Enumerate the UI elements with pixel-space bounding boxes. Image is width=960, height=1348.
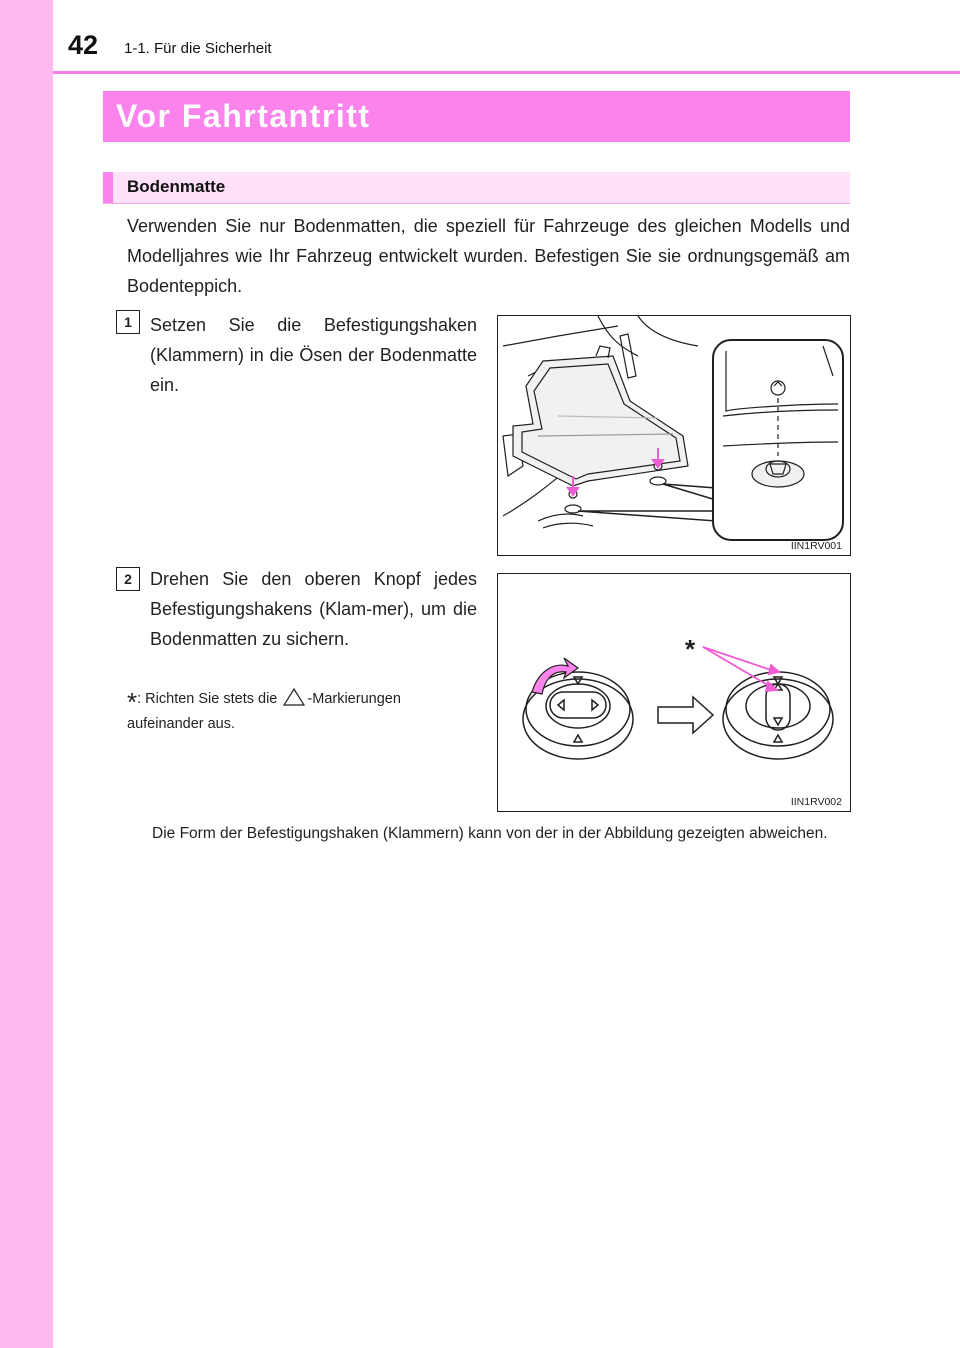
step-2-number: 2 [116, 567, 140, 591]
section-title: Vor Fahrtantritt [116, 98, 371, 134]
step-1-number: 1 [116, 310, 140, 334]
subsection-heading [103, 172, 850, 204]
footnote-text-before: : Richten Sie stets die [137, 691, 278, 707]
footnote [127, 688, 477, 735]
intro-paragraph: Verwenden Sie nur Bodenmatten, die speziell für Fahrzeuge des gleichen Modells und Modelljahres wie Ihr Fahrzeug entwickelt wurden. Befestigen Sie sie ordnungsgemäß am Bodenteppich. [127, 216, 850, 296]
running-head: 1-1. Für die Sicherheit [124, 40, 272, 57]
header-rule [53, 71, 960, 74]
figure-floor-mat-hooks [497, 315, 851, 556]
triangle-mark-icon [283, 688, 305, 713]
svg-text:*: * [685, 634, 696, 664]
left-margin-band [0, 0, 53, 1348]
knob-rotation-illustration [498, 574, 850, 811]
footnote-marker: * [127, 687, 138, 717]
figure-turning-knob [497, 573, 851, 812]
step-2-text: Drehen Sie den oberen Knopf jedes Befestigungshakens (Klam-mer), um die Bodenmatten zu sichern. [150, 569, 477, 649]
section-heading-bar [103, 91, 850, 142]
figure-2-code: IIN1RV002 [790, 796, 842, 808]
floor-mat-illustration [498, 316, 850, 555]
note-paragraph: Die Form der Befestigungshaken (Klammern) kann von der in der Abbildung gezeigten abweichen. [152, 825, 828, 842]
subsection-accent [103, 172, 113, 203]
footnote-text-after: -Markierungen aufeinander aus. [127, 691, 401, 732]
figure-1-code: IIN1RV001 [790, 540, 842, 552]
page-number: 42 [68, 30, 99, 60]
subsection-title: Bodenmatte [127, 177, 226, 196]
step-1-text: Setzen Sie die Befestigungshaken (Klammern) in die Ösen der Bodenmatte ein. [150, 315, 477, 395]
